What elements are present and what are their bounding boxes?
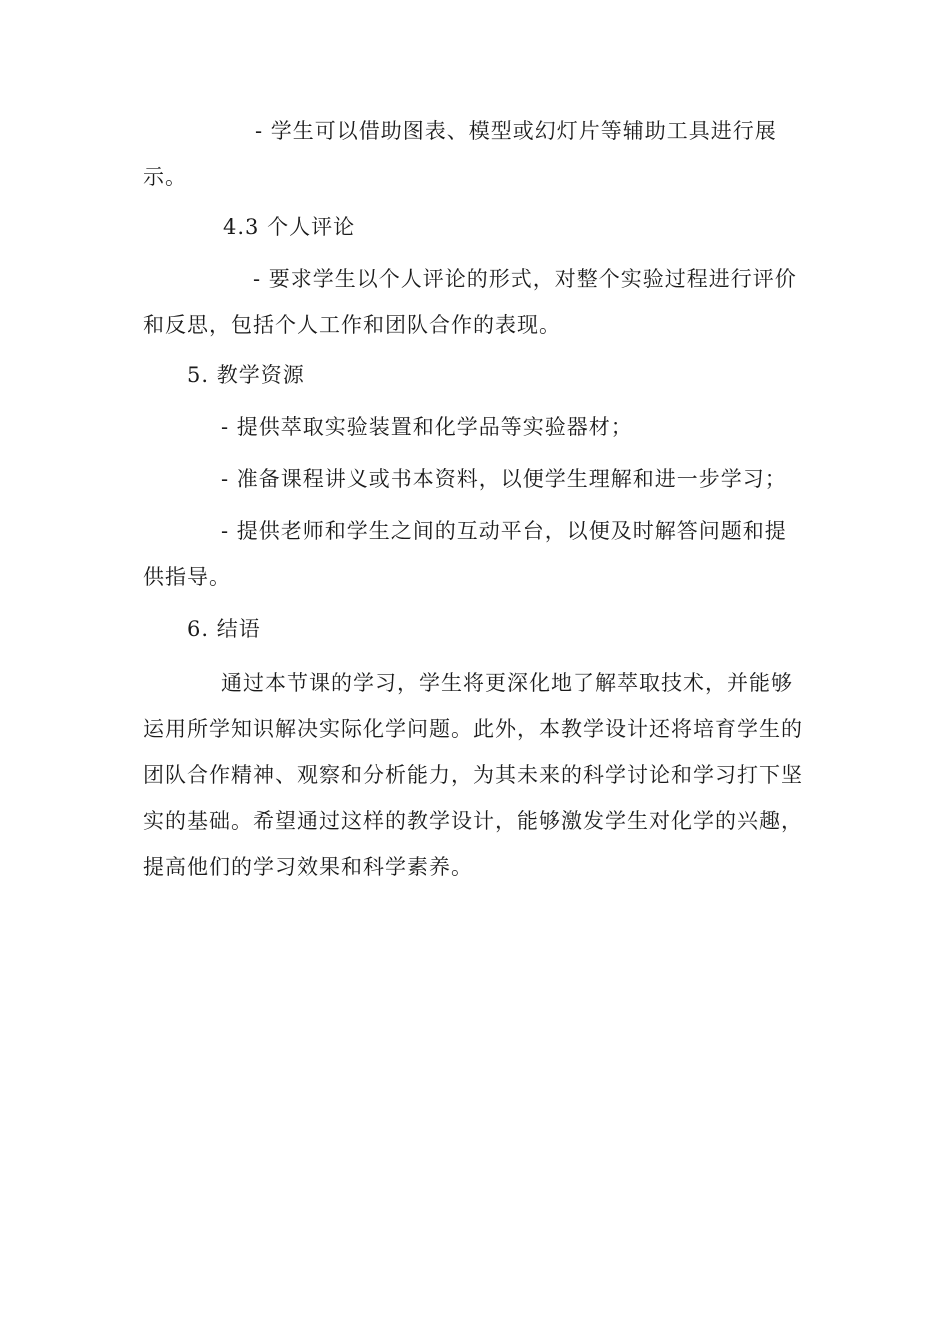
list-item-interaction-platform: - 提供老师和学生之间的互动平台，以便及时解答问题和提供指导。: [143, 519, 787, 589]
list-item-lab-equipment: - 提供萃取实验装置和化学品等实验器材；: [221, 415, 633, 439]
paragraph-conclusion: 通过本节课的学习，学生将更深化地了解萃取技术，并能够运用所学知识解决实际化学问题。此外，本教学设计还将培育学生的团队合作精神、观察和分析能力，为其未来的科学讨论和学习打下坚实的基础。希望通过这样的教学设计，能够激发学生对化学的兴趣，提高他们的学习效果和科学素养。: [143, 671, 803, 879]
list-item-course-materials: - 准备课程讲义或书本资料，以便学生理解和进一步学习；: [221, 467, 787, 491]
paragraph-presentation-tools: - 学生可以借助图表、模型或幻灯片等辅助工具进行展示。: [143, 119, 777, 189]
paragraph-personal-review: - 要求学生以个人评论的形式，对整个实验过程进行评价和反思，包括个人工作和团队合作的表现。: [143, 267, 797, 337]
heading-personal-review: 4.3 个人评论: [223, 215, 356, 239]
heading-teaching-resources: 5. 教学资源: [187, 363, 305, 387]
heading-conclusion: 6. 结语: [187, 617, 261, 641]
